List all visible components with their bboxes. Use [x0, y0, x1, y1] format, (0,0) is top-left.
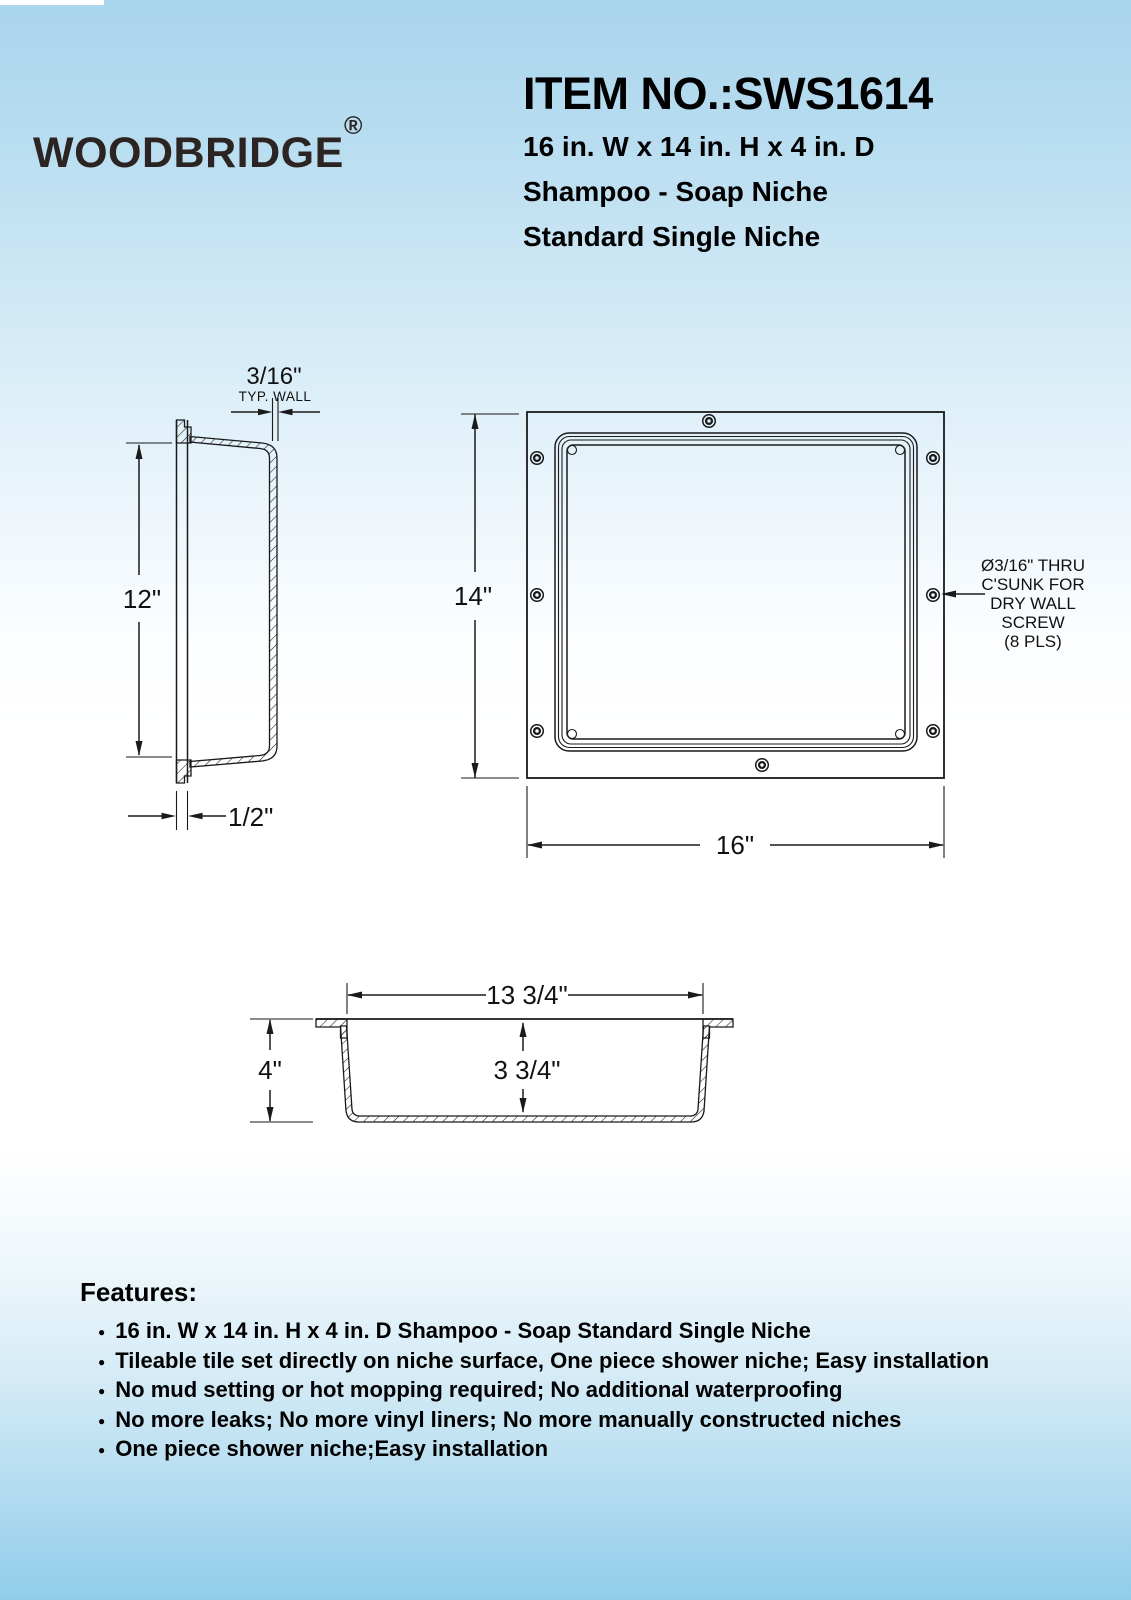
front-height-dimension	[454, 414, 519, 778]
product-type: Standard Single Niche	[523, 221, 821, 252]
screw-holes	[531, 415, 940, 772]
inner-width-label: 13 3/4"	[486, 980, 568, 1010]
side-section-view	[123, 363, 320, 832]
inner-depth-dimension	[493, 1022, 560, 1113]
corner-detail	[896, 730, 905, 739]
screw-note-line: (8 PLS)	[1004, 632, 1062, 651]
screw-note-line: DRY WALL	[990, 594, 1076, 613]
screw-hole	[927, 725, 940, 738]
feature-item: ● Tileable tile set directly on niche surface, One piece shower niche; Easy installation	[98, 1347, 989, 1377]
bottom-flange	[177, 760, 192, 783]
product-name: Shampoo - Soap Niche	[523, 176, 828, 207]
product-size: 16 in. W x 14 in. H x 4 in. D	[523, 131, 875, 162]
screw-callout	[941, 556, 1085, 651]
wall-thickness-dimension	[231, 363, 320, 441]
side-height-label: 12"	[122, 584, 162, 614]
screw-hole	[531, 452, 544, 465]
feature-item: ● No more leaks; No more vinyl liners; No more manually constructed niches	[98, 1406, 989, 1436]
front-width-dimension	[527, 786, 944, 860]
flange-depth-label: 1/2"	[228, 802, 274, 832]
front-height-label: 14"	[453, 581, 493, 611]
screw-hole	[531, 589, 544, 602]
outer-depth-label: 4"	[258, 1055, 282, 1085]
item-number: ITEM NO.:SWS1614	[523, 68, 933, 119]
registered-trademark-icon: ®	[344, 112, 363, 140]
screw-note-line: C'SUNK FOR	[981, 575, 1085, 594]
depth-section-view	[250, 980, 733, 1122]
feature-item: ● One piece shower niche;Easy installation	[98, 1435, 989, 1465]
niche-wall-section	[190, 437, 277, 768]
corner-detail	[568, 730, 577, 739]
flange-depth-dimension	[128, 791, 273, 832]
features-list	[80, 1317, 989, 1465]
front-view	[454, 412, 1085, 860]
screw-hole	[703, 415, 716, 428]
screw-hole	[927, 589, 940, 602]
feature-item: ● No mud setting or hot mopping required; No additional waterproofing	[98, 1376, 989, 1406]
brand-logo: WOODBRIDGE	[33, 129, 344, 177]
screw-hole	[531, 725, 544, 738]
screw-note-line: SCREW	[1001, 613, 1065, 632]
features-section	[80, 1277, 989, 1465]
side-height-dimension	[123, 443, 172, 757]
wall-thickness-label: 3/16"	[246, 363, 302, 390]
inner-width-dimension	[347, 980, 703, 1014]
outer-depth-dimension	[250, 1019, 313, 1122]
top-flange	[177, 420, 192, 443]
corner-detail	[568, 446, 577, 455]
inner-depth-label: 3 3/4"	[493, 1055, 561, 1085]
features-heading: Features:	[80, 1277, 198, 1307]
feature-item: ● 16 in. W x 14 in. H x 4 in. D Shampoo - Soap Standard Single Niche	[98, 1317, 989, 1347]
screw-note-line: Ø3/16" THRU	[981, 556, 1085, 575]
screw-hole	[927, 452, 940, 465]
screw-hole	[756, 759, 769, 772]
wall-thickness-note: TYP. WALL	[238, 389, 312, 404]
front-width-label: 16"	[715, 830, 755, 860]
corner-detail	[896, 446, 905, 455]
